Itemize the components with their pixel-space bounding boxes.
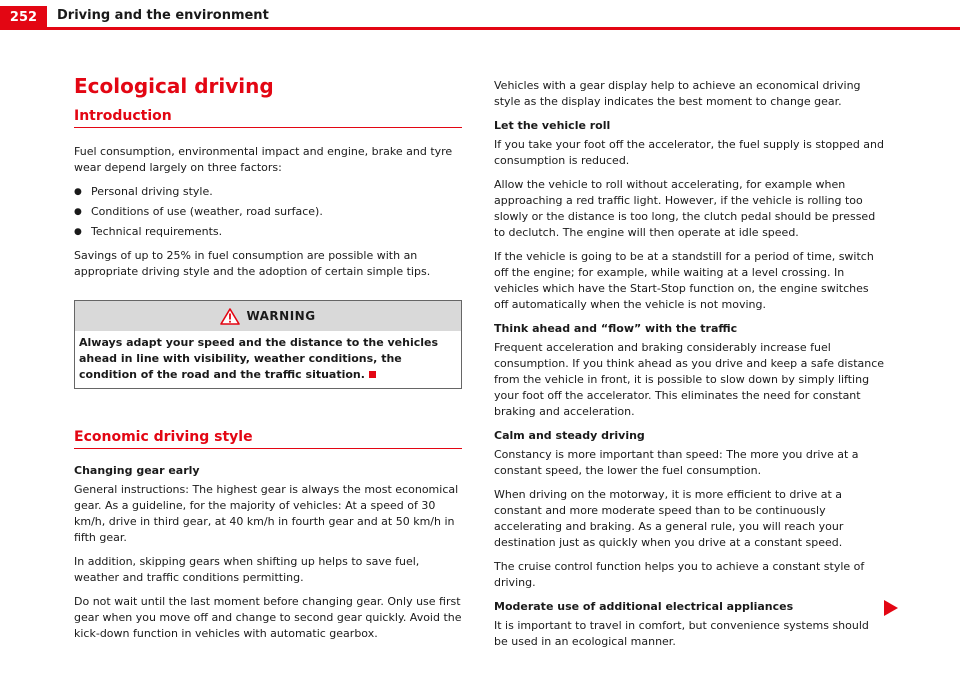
warning-body [75, 331, 461, 388]
warning-box [74, 300, 462, 389]
subheading-electrical: Moderate use of additional electrical appliances [494, 600, 794, 613]
right-column [494, 78, 886, 658]
page-title: Ecological driving [74, 74, 274, 98]
paragraph: If the vehicle is going to be at a standstill for a period of time, switch off the engine; for example, while waiting at a level crossing. In vehicles which have the Start-Stop function on, the engine switches off automatically when the vehicle is not moving. [494, 250, 874, 311]
paragraph: Allow the vehicle to roll without accelerating, for example when approaching a red traffic light. However, if the vehicle is rolling too slowly or the distance is too long, the clutch pedal should be pressed to declutch. The engine will then operate at idle speed. [494, 178, 876, 239]
next-page-arrow-icon [884, 600, 898, 616]
list-item: ● Technical requirements. [74, 224, 462, 240]
paragraph: Vehicles with a gear display help to achieve an economical driving style as the display indicates the best moment to change gear. [494, 79, 861, 108]
page-header [0, 0, 960, 36]
paragraph: If you take your foot off the accelerator, the fuel supply is stopped and consumption is reduced. [494, 138, 885, 167]
paragraph: The cruise control function helps you to achieve a constant style of driving. [494, 560, 865, 589]
savings-paragraph: Savings of up to 25% in fuel consumption are possible with an appropriate driving style and the adoption of certain simple tips. [74, 249, 431, 278]
paragraph: When driving on the motorway, it is more efficient to drive at a constant and more moderate speed than to be continuously accelerating and braking. As a general rule, you will reach your destination just as quickly when you drive at a constant speed. [494, 488, 844, 549]
running-title: Driving and the environment [57, 8, 269, 23]
warning-label: WARNING [246, 309, 316, 323]
page-number: 252 [0, 6, 47, 30]
paragraph: It is important to travel in comfort, but convenience systems should be used in an ecological manner. [494, 619, 869, 648]
subheading-changing-gear: Changing gear early [74, 464, 200, 477]
paragraph: Frequent acceleration and braking considerably increase fuel consumption. If you think ahead as you drive and keep a safe distance from the vehicle in front, it is possible to slow down by simply lifting your foot off the accelerator. This eliminates the need for constant braking and acceleration. [494, 341, 885, 418]
header-rule [0, 27, 960, 30]
end-square-icon [369, 371, 376, 378]
list-item: ● Personal driving style. [74, 184, 462, 200]
paragraph: In addition, skipping gears when shifting up helps to save fuel, weather and traffic conditions permitting. [74, 555, 420, 584]
section-heading-economic: Economic driving style [74, 429, 462, 449]
list-item: ● Conditions of use (weather, road surface). [74, 204, 462, 220]
subheading-roll: Let the vehicle roll [494, 119, 611, 132]
warning-text: Always adapt your speed and the distance to the vehicles ahead in line with visibility, weather conditions, the condition of the road and the traffic situation. [79, 336, 439, 381]
section-heading-introduction: Introduction [74, 108, 462, 128]
subheading-think-ahead: Think ahead and “flow” with the traffic [494, 322, 738, 335]
factor-list [74, 184, 462, 240]
intro-paragraph: Fuel consumption, environmental impact and engine, brake and tyre wear depend largely on three factors: [74, 145, 453, 174]
paragraph: General instructions: The highest gear is always the most economical gear. As a guideline, for the majority of vehicles: At a speed of 30 km/h, drive in third gear, at 40 km/h in fourth gear and at 50 km/h in fifth gear. [74, 483, 459, 544]
subheading-calm-driving: Calm and steady driving [494, 429, 645, 442]
warning-triangle-icon [220, 308, 240, 325]
left-column [74, 70, 462, 650]
paragraph: Constancy is more important than speed: The more you drive at a constant speed, the lower the fuel consumption. [494, 448, 859, 477]
paragraph: Do not wait until the last moment before changing gear. Only use first gear when you move off and change to second gear quickly. Avoid the kick-down function in vehicles with automatic gearbox. [74, 595, 462, 640]
warning-header [75, 301, 461, 331]
